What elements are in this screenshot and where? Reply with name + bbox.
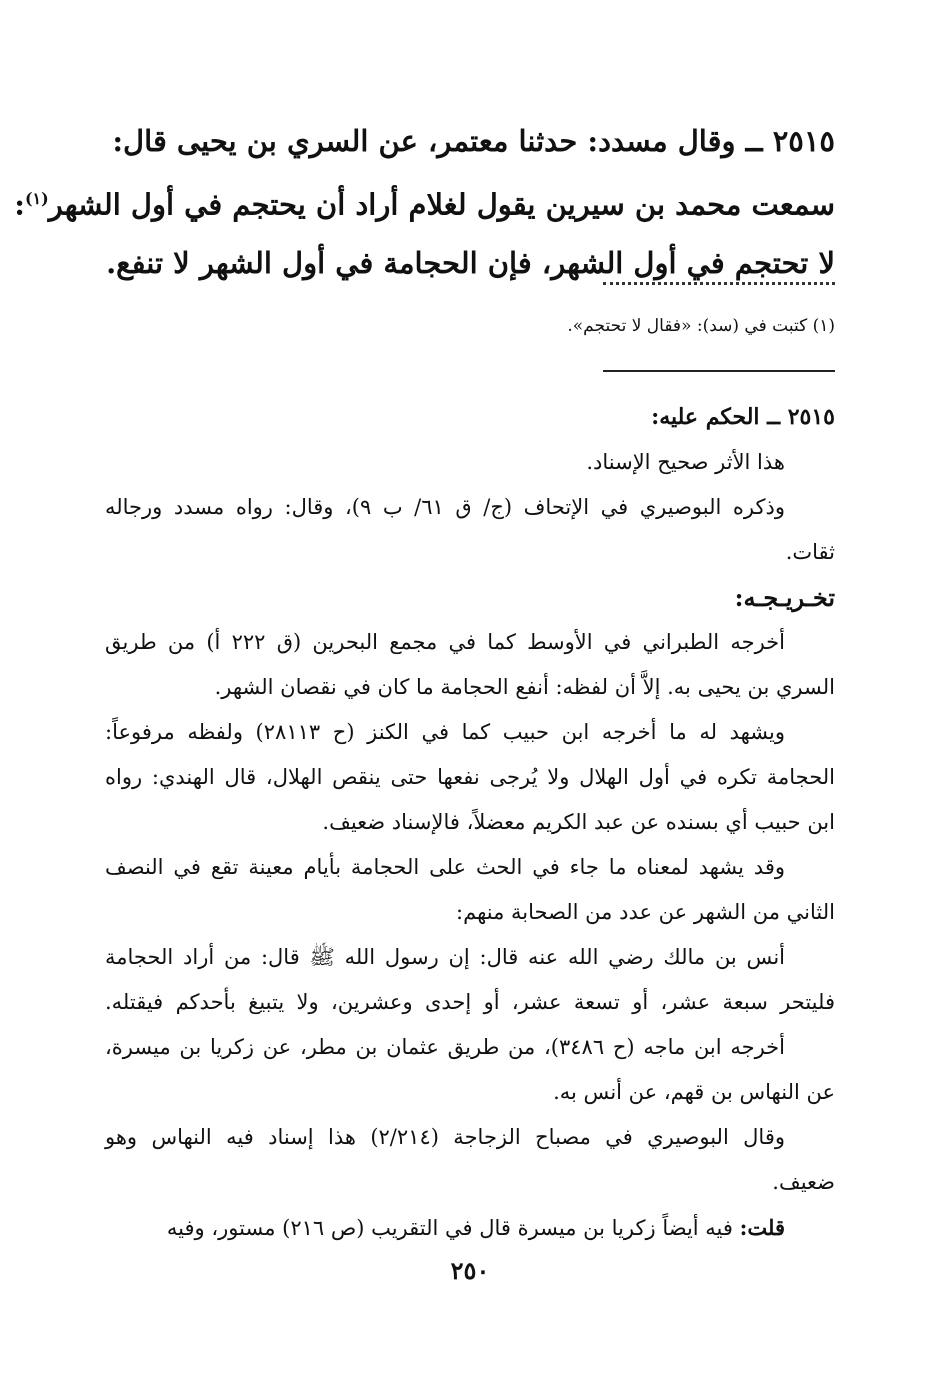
- footnote-marker: (١): [24, 189, 49, 208]
- takhrij-line-1: أخرجه الطبراني في الأوسط كما في مجمع البحرين (ق ٢٢٢ أ) من طريق: [105, 630, 786, 654]
- takhrij-line-4: الحجامة تكره في أول الهلال ولا يُرجى نفعها حتى ينقص الهلال، قال الهندي: رواه: [105, 765, 835, 789]
- qultu-label: قلت:: [739, 1215, 785, 1240]
- judgment-line-1: هذا الأثر صحيح الإسناد.: [586, 450, 785, 474]
- judgment-heading: ٢٥١٥ ــ الحكم عليه:: [651, 404, 835, 430]
- takhrij-line-10: أخرجه ابن ماجه (ح ٣٤٨٦)، من طريق عثمان بن مطر، عن زكريا بن ميسرة،: [105, 1035, 785, 1059]
- hadith-line-2-colon: :: [14, 187, 25, 222]
- footnote-separator-dots: [603, 282, 835, 285]
- hadith-line-2: [14, 170, 835, 234]
- takhrij-line-13: ضعيف.: [772, 1170, 835, 1194]
- section-divider: [603, 370, 835, 372]
- takhrij-line-3: ويشهد له ما أخرجه ابن حبيب كما في الكنز (ح ٢٨١١٣) ولفظه مرفوعاً:: [105, 720, 785, 744]
- judgment-line-3: ثقات.: [785, 540, 835, 564]
- takhrij-line-12: وقال البوصيري في مصباح الزجاجة (٢/٢١٤) هذا إسناد فيه النهاس وهو: [105, 1125, 786, 1149]
- page-number: ٢٥٠: [450, 1256, 490, 1285]
- takhrij-line-6: وقد يشهد لمعناه ما جاء في الحث على الحجامة بأيام معينة تقع في النصف: [105, 855, 785, 879]
- takhrij-title: تخـريـجـه:: [734, 583, 835, 612]
- takhrij-line-9: فليتحر سبعة عشر، أو تسعة عشر، أو إحدى وعشرين، ولا يتبيغ بأحدكم فيقتله.: [105, 990, 835, 1014]
- judgment-line-2: وذكره البوصيري في الإتحاف (ج/ ق ٦١/ ب ٩)، وقال: رواه مسدد ورجاله: [105, 495, 785, 519]
- footnote: (١) كتبت في (سد): «فقال لا تحتجم».: [567, 316, 835, 336]
- main-hadith-text: [14, 112, 835, 292]
- takhrij-line-11: عن النهاس بن قهم، عن أنس به.: [553, 1080, 835, 1104]
- takhrij-line-14-text: فيه أيضاً زكريا بن ميسرة قال في التقريب (ص ٢١٦) مستور، وفيه: [166, 1216, 733, 1240]
- takhrij-line-7: الثاني من الشهر عن عدد من الصحابة منهم:: [456, 900, 835, 924]
- takhrij-line-14: [105, 1205, 835, 1251]
- commentary: [105, 395, 835, 1251]
- hadith-line-1: ٢٥١٥ ــ وقال مسدد: حدثنا معتمر، عن السري بن يحيى قال:: [112, 124, 835, 158]
- hadith-line-2-text: سمعت محمد بن سيرين يقول لغلام أراد أن يحتجم في أول الشهر: [48, 187, 835, 222]
- hadith-line-3: لا تحتجم في أول الشهر، فإن الحجامة في أول الشهر لا تنفع.: [106, 245, 835, 280]
- takhrij-line-2: السري بن يحيى به. إلاَّ أن لفظه: أنفع الحجامة ما كان في نقصان الشهر.: [214, 675, 835, 699]
- takhrij-line-8: أنس بن مالك رضي الله عنه قال: إن رسول الله ﷺ قال: من أراد الحجامة: [105, 945, 785, 969]
- takhrij-line-5: ابن حبيب أي بسنده عن عبد الكريم معضلاً، فالإسناد ضعيف.: [322, 810, 835, 834]
